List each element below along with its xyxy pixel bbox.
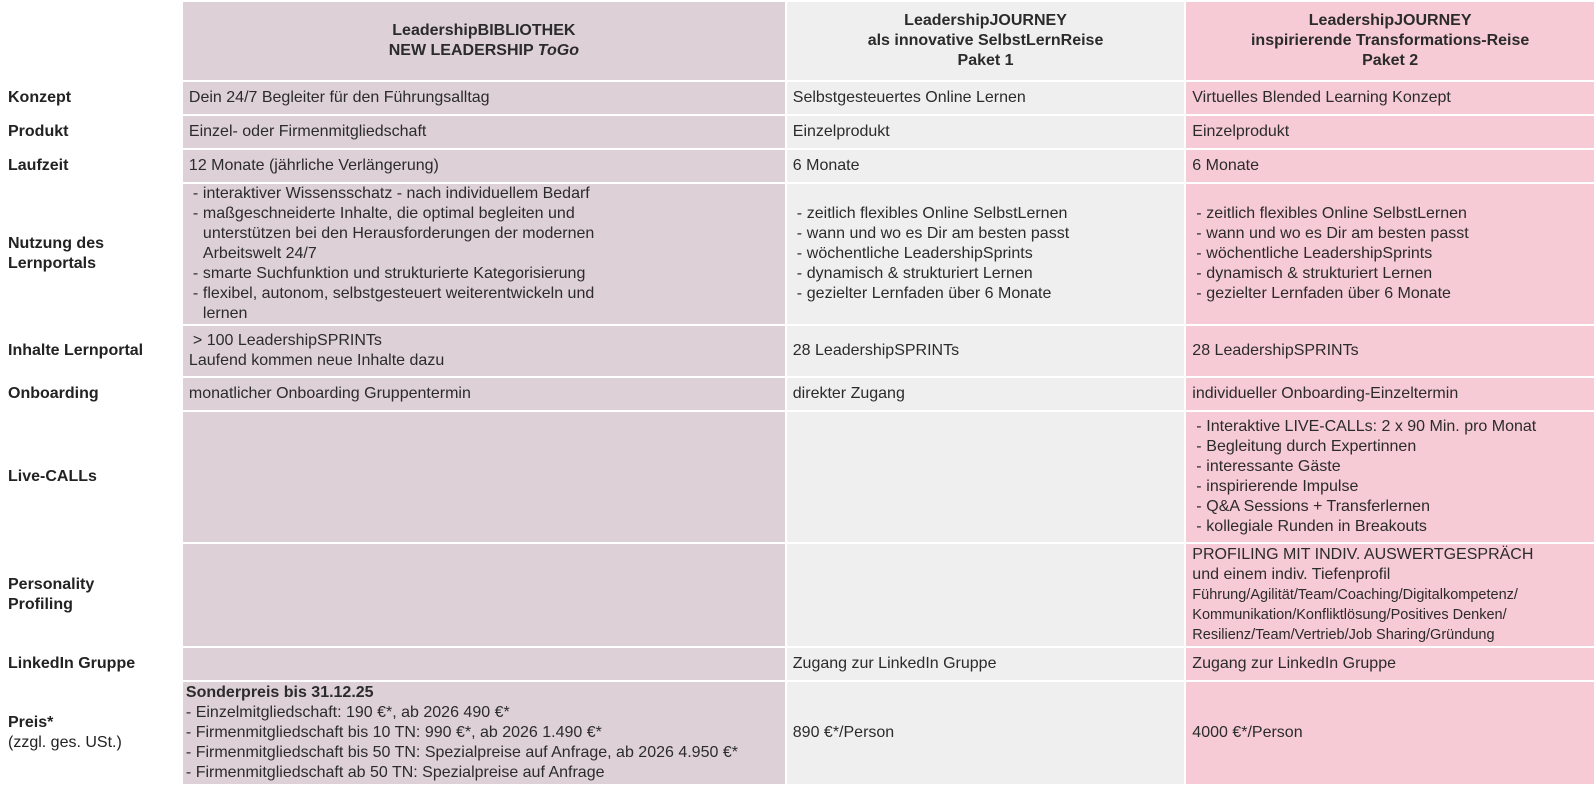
row-konzept [2, 82, 1594, 114]
preis-line: - Firmenmitgliedschaft bis 50 TN: Spezialpreise auf Anfrage, ab 2026 4.950 €* [185, 744, 738, 761]
preis-sonderpreis-title: Sonderpreis bis 31.12.25 [185, 684, 374, 701]
list-item: - dynamisch & strukturiert Lernen [1192, 264, 1588, 284]
row-label-laufzeit: Laufzeit [2, 150, 181, 182]
cell-p2-preis: 4000 €*/Person [1186, 682, 1594, 784]
cell-lib-inhalte-line2: Laufend kommen neue Inhalte dazu [188, 352, 445, 369]
header-paket-1 [787, 2, 1185, 80]
header-corner [2, 2, 181, 80]
header-p2-paket: Paket 2 [1362, 52, 1419, 69]
list-item: - flexibel, autonom, selbstgesteuert weiterentwickeln und lernen [189, 284, 639, 324]
list-item: - Q&A Sessions + Transferlernen [1192, 497, 1588, 517]
header-paket-2 [1186, 2, 1594, 80]
row-label-produkt: Produkt [2, 116, 181, 148]
row-laufzeit [2, 150, 1594, 182]
row-label-konzept: Konzept [2, 82, 181, 114]
cell-lib-profiling [183, 544, 785, 646]
list-item: - gezielter Lernfaden über 6 Monate [1192, 284, 1588, 304]
cell-p2-konzept: Virtuelles Blended Learning Konzept [1186, 82, 1594, 114]
row-produkt [2, 116, 1594, 148]
profiling-topics-line3: Resilienz/Team/Vertrieb/Job Sharing/Gründung [1192, 627, 1495, 643]
cell-p2-profiling [1186, 544, 1594, 646]
list-item: - smarte Suchfunktion und strukturierte Kategorisierung [189, 264, 639, 284]
row-profiling [2, 544, 1594, 646]
profiling-title: PROFILING MIT INDIV. AUSWERTGESPRÄCH [1192, 546, 1534, 563]
row-label-profiling-line1: Personality [8, 576, 95, 593]
row-linkedin [2, 648, 1594, 680]
preis-line: - Einzelmitgliedschaft: 190 €*, ab 2026 490 €* [185, 704, 510, 721]
cell-p1-onboarding: direkter Zugang [787, 378, 1185, 410]
list-item: - Begleitung durch Expertinnen [1192, 437, 1588, 457]
row-label-nutzung-line2: Lernportals [8, 255, 97, 272]
cell-p2-produkt: Einzelprodukt [1186, 116, 1594, 148]
row-label-preis-sub: (zzgl. ges. USt.) [8, 734, 122, 751]
row-livecalls [2, 412, 1594, 542]
header-row [2, 2, 1594, 80]
list-item: - inspirierende Impulse [1192, 477, 1588, 497]
list-item: - dynamisch & strukturiert Lernen [793, 264, 1179, 284]
row-inhalte [2, 326, 1594, 376]
cell-p2-nutzung [1186, 184, 1594, 324]
cell-p1-preis: 890 €*/Person [787, 682, 1185, 784]
header-lib-subtitle: NEW LEADERSHIP [388, 42, 534, 59]
row-label-livecalls: Live-CALLs [2, 412, 181, 542]
cell-lib-preis [183, 682, 785, 784]
cell-lib-onboarding: monatlicher Onboarding Gruppentermin [183, 378, 785, 410]
cell-p1-produkt: Einzelprodukt [787, 116, 1185, 148]
header-p2-title: LeadershipJOURNEY [1308, 12, 1472, 29]
list-item: - interessante Gäste [1192, 457, 1588, 477]
list-item: - wann und wo es Dir am besten passt [793, 224, 1179, 244]
list-item: - zeitlich flexibles Online SelbstLernen [793, 204, 1179, 224]
list-item: - wöchentliche LeadershipSprints [793, 244, 1179, 264]
row-label-nutzung-line1: Nutzung des [8, 235, 104, 252]
cell-p1-linkedin: Zugang zur LinkedIn Gruppe [787, 648, 1185, 680]
row-onboarding [2, 378, 1594, 410]
row-label-inhalte: Inhalte Lernportal [2, 326, 181, 376]
row-preis [2, 682, 1594, 784]
cell-lib-inhalte-line1: > 100 LeadershipSPRINTs [192, 332, 382, 349]
cell-lib-inhalte [183, 326, 785, 376]
list-item: - maßgeschneiderte Inhalte, die optimal begleiten und unterstützen bei den Herausforderungen der modernen Arbeitswelt 24/7 [189, 204, 639, 264]
cell-lib-laufzeit: 12 Monate (jährliche Verlängerung) [183, 150, 785, 182]
list-item: - Interaktive LIVE-CALLs: 2 x 90 Min. pro Monat [1192, 417, 1588, 437]
row-label-linkedin: LinkedIn Gruppe [2, 648, 181, 680]
cell-p2-onboarding: individueller Onboarding-Einzeltermin [1186, 378, 1594, 410]
header-lib-title: LeadershipBIBLIOTHEK [392, 22, 576, 39]
header-leadership-bibliothek [183, 2, 785, 80]
cell-lib-livecalls [183, 412, 785, 542]
header-p1-title: LeadershipJOURNEY [904, 12, 1067, 29]
list-item: - kollegiale Runden in Breakouts [1192, 517, 1588, 537]
profiling-topics-line2: Kommunikation/Konfliktlösung/Positives Denken/ [1192, 607, 1507, 623]
cell-lib-produkt: Einzel- oder Firmenmitgliedschaft [183, 116, 785, 148]
cell-p2-laufzeit: 6 Monate [1186, 150, 1594, 182]
row-label-preis [2, 682, 181, 784]
header-p1-paket: Paket 1 [957, 52, 1014, 69]
preis-line: - Firmenmitgliedschaft bis 10 TN: 990 €*, ab 2026 1.490 €* [185, 724, 602, 741]
cell-p1-laufzeit: 6 Monate [787, 150, 1185, 182]
profiling-topics-line1: Führung/Agilität/Team/Coaching/Digitalkompetenz/ [1192, 587, 1518, 603]
header-p1-subtitle: als innovative SelbstLernReise [867, 32, 1104, 49]
row-nutzung [2, 184, 1594, 324]
cell-p2-linkedin: Zugang zur LinkedIn Gruppe [1186, 648, 1594, 680]
header-lib-subtitle-italic: ToGo [537, 42, 579, 59]
list-item: - zeitlich flexibles Online SelbstLernen [1192, 204, 1588, 224]
list-item: - wann und wo es Dir am besten passt [1192, 224, 1588, 244]
cell-p1-inhalte: 28 LeadershipSPRINTs [787, 326, 1185, 376]
cell-p1-nutzung [787, 184, 1185, 324]
cell-p1-konzept: Selbstgesteuertes Online Lernen [787, 82, 1185, 114]
profiling-subtitle: und einem indiv. Tiefenprofil [1192, 566, 1391, 583]
cell-p1-livecalls [787, 412, 1185, 542]
cell-p2-inhalte: 28 LeadershipSPRINTs [1186, 326, 1594, 376]
cell-lib-konzept: Dein 24/7 Begleiter für den Führungsalltag [183, 82, 785, 114]
header-p2-subtitle: inspirierende Transformations-Reise [1250, 32, 1530, 49]
list-item: - wöchentliche LeadershipSprints [1192, 244, 1588, 264]
row-label-profiling [2, 544, 181, 646]
list-item: - interaktiver Wissensschatz - nach individuellem Bedarf [189, 184, 639, 204]
preis-line: - Firmenmitgliedschaft ab 50 TN: Spezialpreise auf Anfrage [185, 764, 605, 781]
cell-lib-linkedin [183, 648, 785, 680]
cell-p2-livecalls [1186, 412, 1594, 542]
row-label-nutzung [2, 184, 181, 324]
cell-p1-profiling [787, 544, 1185, 646]
row-label-onboarding: Onboarding [2, 378, 181, 410]
row-label-preis-main: Preis* [8, 714, 54, 731]
cell-lib-nutzung [183, 184, 785, 324]
list-item: - gezielter Lernfaden über 6 Monate [793, 284, 1179, 304]
row-label-profiling-line2: Profiling [8, 596, 73, 613]
